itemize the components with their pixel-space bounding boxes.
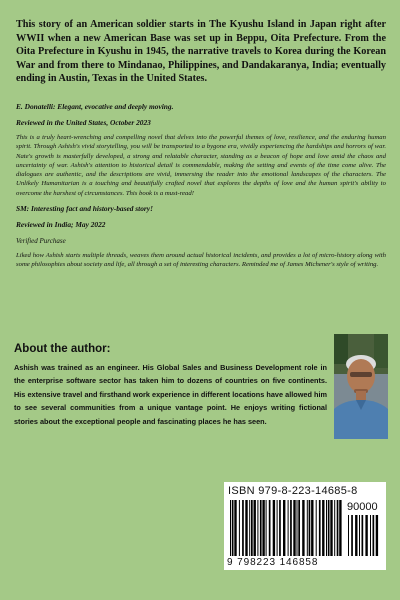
author-photo <box>334 334 388 439</box>
book-blurb: This story of an American soldier starts in The Kyushu Island in Japan right after WWII when a new American Base was set up in Beppu, Oita Prefecture. From the Oita Prefecture in Kyushu in 1945, the narrative travels to Korea during the Korean War and from there to Mindanao, Philippines, and Dandakaranya, India; eventually ending in Austin, Texas in the United States. <box>16 19 386 85</box>
review-1-headline: E. Donatelli: Elegant, evocative and deeply moving. <box>16 102 174 111</box>
review-2-source: Reviewed in India; May 2022 <box>16 220 106 230</box>
isbn-number: ISBN 979-8-223-14685-8 <box>228 485 358 497</box>
verified-purchase-label: Verified Purchase <box>16 237 66 246</box>
price-code: 90000 <box>347 501 378 513</box>
author-bio: Ashish was trained as an engineer. His Global Sales and Business Development role in the enterprise software sector has taken him to dozens of countries on five continents. His extensive travel and firsthand work experience in different locations have allowed him to see several communities from a unique vantage point. He enjoys writing fictional stories about the exceptional people and fascinating places he has seen. <box>14 363 327 426</box>
review-1-body: This is a truly heart-wrenching and compelling novel that delves into the powerful themes of love, resilience, and the enduring human spirit. Through Ashish's vivid storytelling, you will be transported to a bygone era, vividly experiencing the hardships and horrors of war. Nate's growth is masterfully developed, a strong and relatable character, standing as a beacon of hope and love amid the chaos and uncertainty of war. Ashish's attention to historical detail is commendable, making the setting and events of the time come alive. The dialogues are authentic, and the descriptions are vivid, immersing the reader into the emotional landscapes of the characters. The Unlikely Humanitarian is a touching and beautifully crafted novel that explores the depths of love and the human spirit's ability to overcome the harshest of circumstances. This book is a must-read! <box>16 134 386 197</box>
about-author-heading: About the author: <box>14 343 111 355</box>
reviews-section <box>16 102 386 270</box>
author-portrait-image <box>334 334 388 439</box>
isbn-barcode <box>224 482 386 570</box>
ean-digits: 9 798223 146858 <box>227 557 319 568</box>
review-1-source: Reviewed in the United States, October 2023 <box>16 118 151 127</box>
barcode-bars <box>230 500 342 556</box>
review-2-body: Liked how Ashish starts multiple threads, weaves them around actual historical incidents, and provides a lot of micro-history along with some philosophies about society and life, all through a set of interesting characters. Reminded me of James Michener's style of writing. <box>16 252 386 269</box>
review-2-headline: SM: Interesting fact and history-based story! <box>16 204 153 214</box>
addon-barcode-bars <box>348 515 380 556</box>
